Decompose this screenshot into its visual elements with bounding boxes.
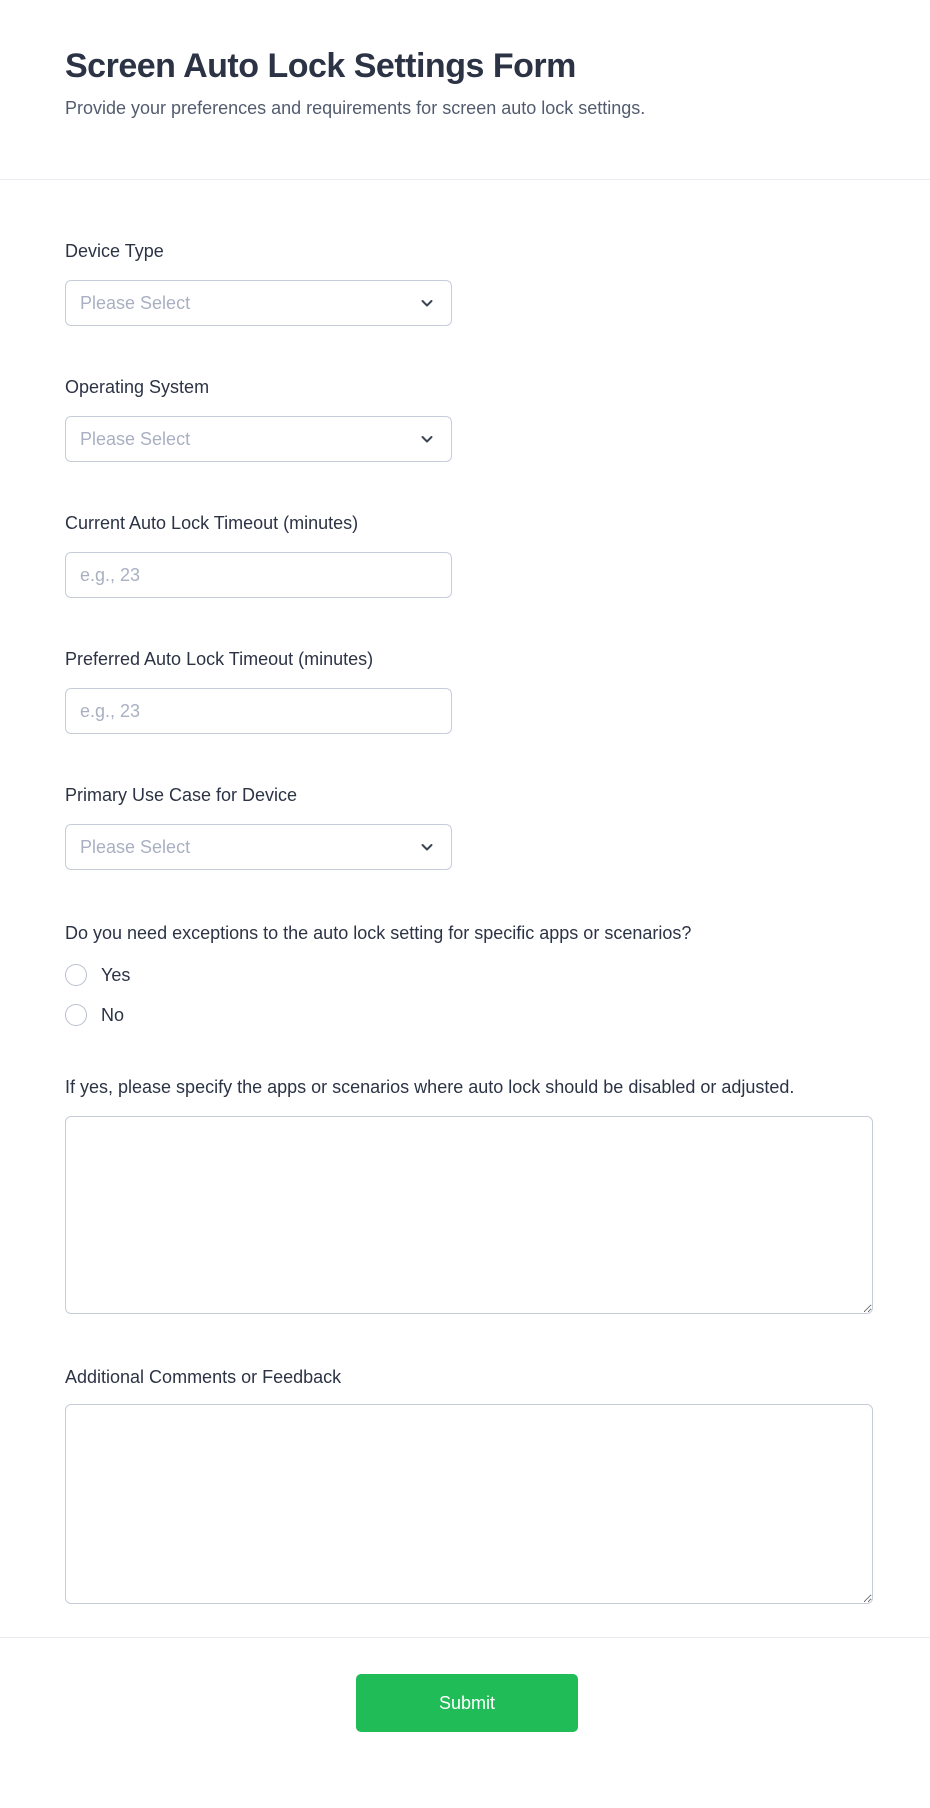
chevron-down-icon [419, 839, 435, 855]
exceptions-question-label: Do you need exceptions to the auto lock setting for specific apps or scenarios? [65, 923, 692, 943]
preferred-timeout-label: Preferred Auto Lock Timeout (minutes) [65, 649, 374, 669]
field-operating-system [65, 374, 873, 462]
current-timeout-label: Current Auto Lock Timeout (minutes) [65, 513, 359, 533]
operating-system-select[interactable] [65, 416, 452, 462]
radio-yes-label: Yes [101, 964, 131, 985]
device-type-placeholder: Please Select [80, 292, 191, 313]
radio-circle-icon[interactable] [65, 964, 87, 986]
operating-system-placeholder: Please Select [80, 428, 191, 449]
footer-inner [63, 1674, 871, 1808]
field-primary-use-case [65, 782, 873, 870]
submit-button[interactable]: Submit [356, 1674, 578, 1732]
exception-details-textarea[interactable] [65, 1116, 873, 1314]
device-type-label: Device Type [65, 241, 164, 261]
exception-details-label: If yes, please specify the apps or scenarios where auto lock should be disabled or adjusted. [65, 1077, 795, 1097]
primary-use-case-placeholder: Please Select [80, 836, 191, 857]
field-additional-comments [65, 1364, 873, 1604]
additional-comments-textarea[interactable] [65, 1404, 873, 1604]
exceptions-radio-list [65, 962, 873, 1028]
primary-use-case-select[interactable] [65, 824, 452, 870]
preferred-timeout-input[interactable] [65, 688, 452, 734]
radio-circle-icon[interactable] [65, 1004, 87, 1026]
form-body [0, 180, 930, 1604]
field-exceptions [65, 920, 873, 1028]
chevron-down-icon [419, 431, 435, 447]
device-type-select[interactable] [65, 280, 452, 326]
form-footer [0, 1637, 930, 1808]
radio-no-label: No [101, 1004, 125, 1025]
field-device-type [65, 238, 873, 326]
primary-use-case-label: Primary Use Case for Device [65, 785, 298, 805]
radio-option-no[interactable] [65, 1002, 873, 1028]
chevron-down-icon [419, 295, 435, 311]
operating-system-label: Operating System [65, 377, 210, 397]
field-preferred-timeout [65, 646, 873, 734]
radio-option-yes[interactable] [65, 962, 873, 988]
form-header [0, 0, 930, 180]
field-exception-details [65, 1074, 873, 1314]
page-subtitle: Provide your preferences and requirements for screen auto lock settings. [65, 98, 646, 118]
current-timeout-input[interactable] [65, 552, 452, 598]
additional-comments-label: Additional Comments or Feedback [65, 1367, 342, 1387]
field-current-timeout [65, 510, 873, 598]
page-title: Screen Auto Lock Settings Form [65, 47, 576, 85]
